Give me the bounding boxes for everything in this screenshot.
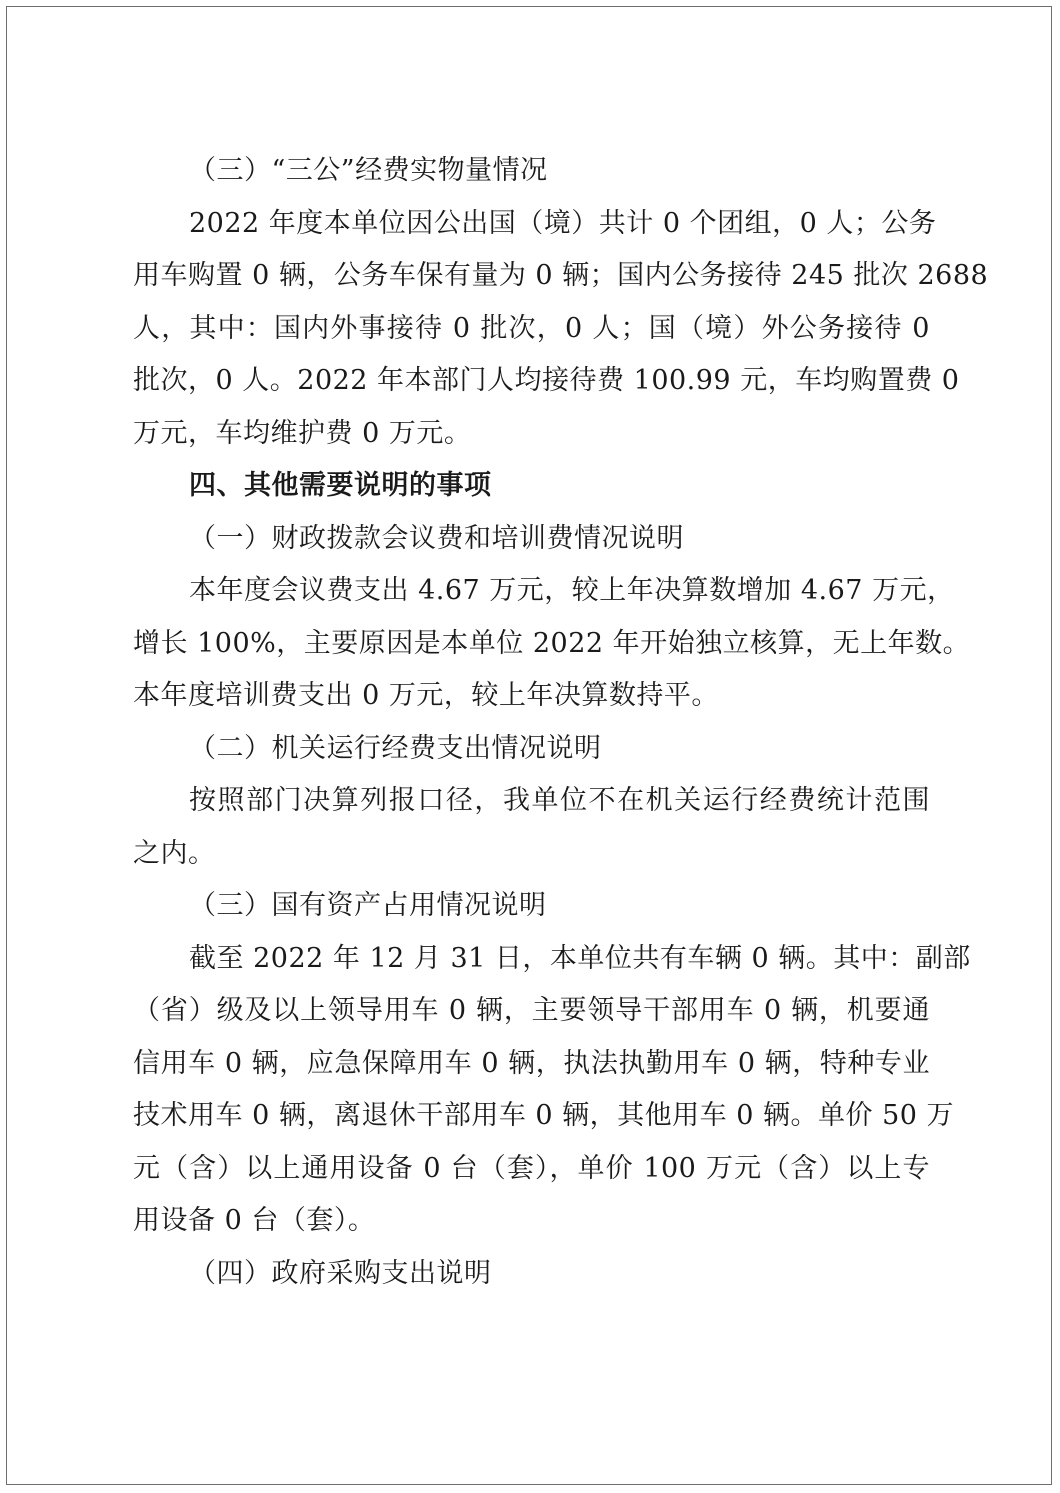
paragraph-line: 之内。 — [133, 837, 216, 869]
paragraph-line: 用车购置 0 辆，公务车保有量为 0 辆；国内公务接待 245 批次 2688 — [133, 260, 989, 291]
paragraph-state-assets — [133, 933, 971, 1248]
paragraph-meeting-training — [133, 565, 971, 723]
section-heading-other-matters: 四、其他需要说明的事项 — [189, 470, 492, 501]
paragraph-line: 万元，车均维护费 0 万元。 — [133, 417, 472, 449]
paragraph-line: 增长 100%，主要原因是本单位 2022 年开始独立核算，无上年数。 — [133, 627, 971, 659]
paragraph-line: 用设备 0 台（套）。 — [133, 1205, 376, 1236]
paragraph-line: 本年度培训费支出 0 万元，较上年决算数持平。 — [133, 680, 719, 711]
paragraph-line: 元（含）以上通用设备 0 台（套），单价 100 万元（含）以上专 — [133, 1152, 930, 1184]
section-subheading-meeting-training: （一）财政拨款会议费和培训费情况说明 — [189, 522, 684, 554]
paragraph-line: 人，其中：国内外事接待 0 批次，0 人；国（境）外公务接待 0 — [133, 312, 930, 344]
paragraph-operating-expenses — [133, 775, 930, 880]
paragraph-line: 信用车 0 辆，应急保障用车 0 辆，执法执勤用车 0 辆，特种专业 — [133, 1047, 930, 1079]
paragraph-sangong-quantity — [133, 198, 989, 461]
paragraph-line: 批次，0 人。2022 年本部门人均接待费 100.99 元，车均购置费 0 — [133, 365, 960, 396]
section-subheading-state-assets: （三）国有资产占用情况说明 — [189, 890, 547, 921]
paragraph-line: 按照部门决算列报口径，我单位不在机关运行经费统计范围 — [189, 785, 930, 816]
section-subheading-sangong-quantity: （三）“三公”经费实物量情况 — [189, 155, 548, 186]
section-subheading-operating-expenses: （二）机关运行经费支出情况说明 — [189, 732, 602, 764]
paragraph-line: 技术用车 0 辆，离退休干部用车 0 辆，其他用车 0 辆。单价 50 万 — [133, 1100, 955, 1131]
paragraph-line: 截至 2022 年 12 月 31 日，本单位共有车辆 0 辆。其中：副部 — [189, 942, 971, 974]
paragraph-line: 本年度会议费支出 4.67 万元，较上年决算数增加 4.67 万元， — [189, 575, 955, 606]
document-body — [133, 145, 989, 1300]
paragraph-line: 2022 年度本单位因公出国（境）共计 0 个团组，0 人；公务 — [189, 207, 937, 239]
paragraph-line: （省）级及以上领导用车 0 辆，主要领导干部用车 0 辆，机要通 — [133, 995, 930, 1026]
section-subheading-government-procurement: （四）政府采购支出说明 — [189, 1257, 492, 1289]
